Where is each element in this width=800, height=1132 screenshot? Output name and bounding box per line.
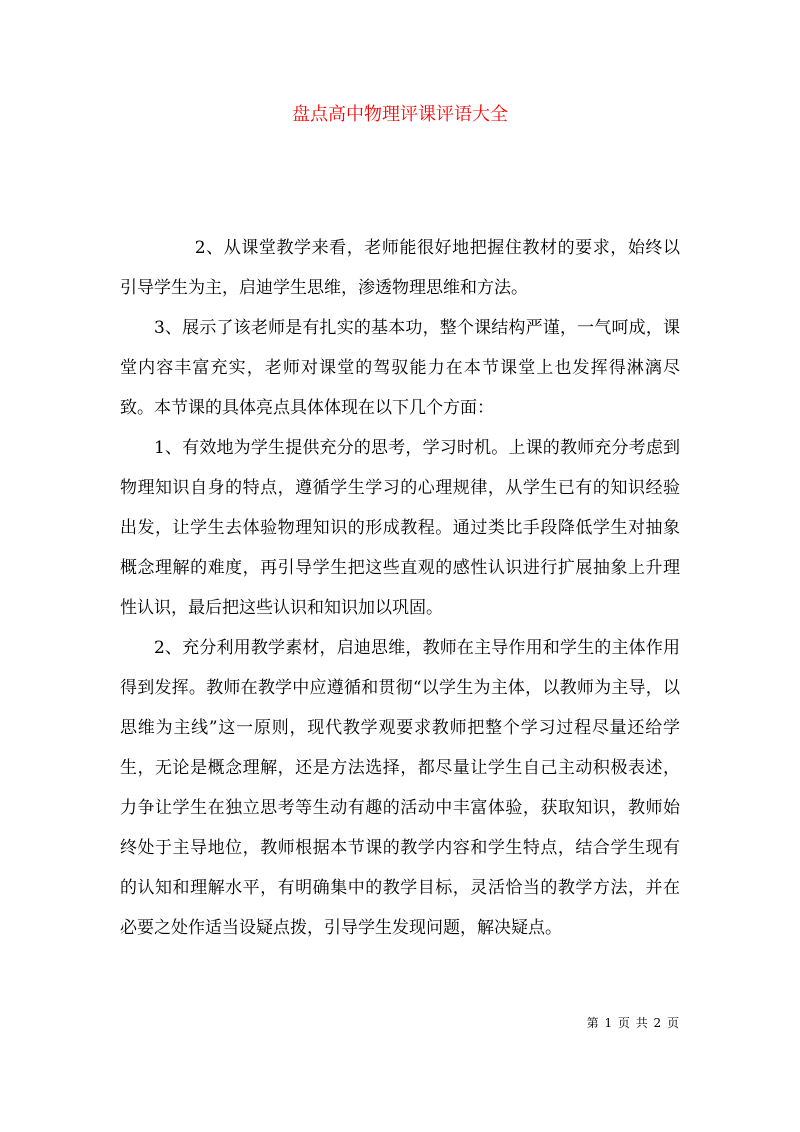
document-title: 盘点高中物理评课评语大全 [292, 104, 508, 125]
paragraph-4: 2、充分利用教学素材，启迪思维，教师在主导作用和学生的主体作用得到发挥。教师在教学中应遵循和贯彻“以学生为主体，以教师为主导，以思维为主线”这一原则，现代教学观要求教师把整个学习过程尽量还给学生，无论是概念理解，还是方法选择，都尽量让学生自己主动积极表述，力争让学生在独立思考等生动有趣的活动中丰富体验，获取知识，教师始终处于主导地位，教师根据本节课的教学内容和学生特点，结合学生现有的认知和理解水平，有明确集中的教学目标，灵活恰当的教学方法，并在必要之处作适当设疑点拨，引导学生发现问题，解决疑点。 [120, 638, 680, 938]
document-body [120, 228, 680, 948]
paragraph-3: 1、有效地为学生提供充分的思考，学习时机。上课的教师充分考虑到物理知识自身的特点，遵循学生学习的心理规律，从学生已有的知识经验出发，让学生去体验物理知识的形成教程。通过类比手段降低学生对抽象概念理解的难度，再引导学生把这些直观的感性认识进行扩展抽象上升理性认识，最后把这些认识和知识加以巩固。 [120, 438, 680, 618]
paragraph-2: 3、展示了该老师是有扎实的基本功，整个课结构严谨，一气呵成，课堂内容丰富充实，老师对课堂的驾驭能力在本节课堂上也发挥得淋漓尽致。本节课的具体亮点具体体现在以下几个方面： [120, 318, 680, 418]
paragraph-1: 2、从课堂教学来看，老师能很好地把握住教材的要求，始终以引导学生为主，启迪学生思维，渗透物理思维和方法。 [120, 238, 680, 298]
page-number-footer: 第 1 页 共 2 页 [586, 1016, 680, 1030]
